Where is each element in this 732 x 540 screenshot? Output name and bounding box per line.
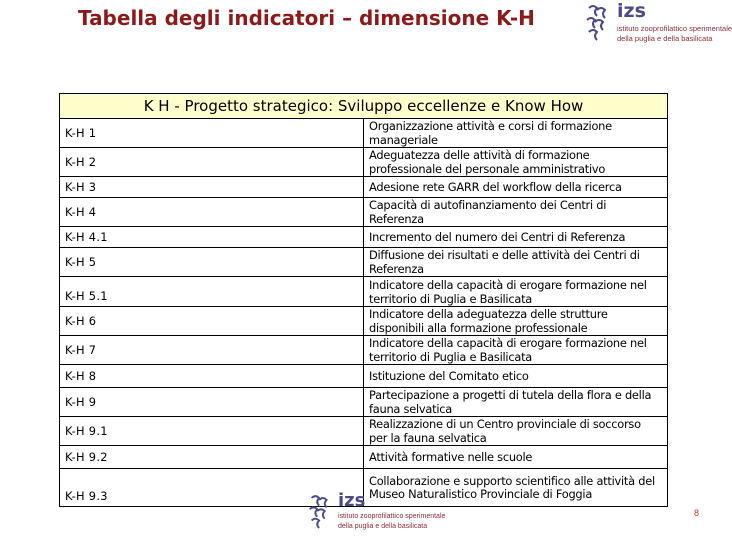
table-row xyxy=(60,446,668,469)
indicator-code: K-H 2 xyxy=(60,148,364,177)
indicator-description: Organizzazione attività e corsi di formazione manageriale xyxy=(364,119,668,148)
indicators-table xyxy=(59,93,668,507)
indicator-code: K-H 6 xyxy=(60,307,364,336)
indicator-description: Collaborazione e supporto scientifico alle attività del Museo Naturalistico Provinciale di Foggia xyxy=(364,469,668,507)
logo-subtitle-1: istituto zooprofilattico sperimentale xyxy=(338,513,446,520)
indicator-description: Diffusione dei risultati e delle attività dei Centri di Referenza xyxy=(364,248,668,277)
izs-logo-mark-icon xyxy=(583,2,615,46)
table-row xyxy=(60,119,668,148)
indicator-description: Indicatore della adeguatezza delle strutture disponibili alla formazione professionale xyxy=(364,307,668,336)
table-body xyxy=(60,119,668,507)
logo-subtitle-2: della puglia e della basilicata xyxy=(338,523,428,530)
page-title: Tabella degli indicatori – dimensione K-H xyxy=(78,6,535,30)
indicator-description: Indicatore della capacità di erogare formazione nel territorio di Puglia e Basilicata xyxy=(364,277,668,307)
logo-name: izs xyxy=(617,0,646,22)
indicator-code: K-H 4 xyxy=(60,198,364,227)
indicator-description: Incremento del numero dei Centri di Referenza xyxy=(364,227,668,248)
table-row xyxy=(60,336,668,365)
indicator-description: Indicatore della capacità di erogare formazione nel territorio di Puglia e Basilicata xyxy=(364,336,668,365)
table-row xyxy=(60,307,668,336)
indicator-code: K-H 5 xyxy=(60,248,364,277)
indicator-description: Adeguatezza delle attività di formazione professionale del personale amministrativo xyxy=(364,148,668,177)
izs-logo-mark-icon xyxy=(306,492,336,534)
logo-subtitle-2: della puglia e della basilicata xyxy=(617,34,713,43)
izs-logo-bottom xyxy=(306,492,451,538)
indicator-description: Attività formative nelle scuole xyxy=(364,446,668,469)
table-row xyxy=(60,417,668,446)
table-row xyxy=(60,388,668,417)
indicator-description: Partecipazione a progetti di tutela della flora e della fauna selvatica xyxy=(364,388,668,417)
indicator-code: K-H 9.3 xyxy=(60,469,364,507)
indicator-description: Realizzazione di un Centro provinciale di soccorso per la fauna selvatica xyxy=(364,417,668,446)
indicator-code: K-H 1 xyxy=(60,119,364,148)
indicator-description: Capacità di autofinanziamento dei Centri di Referenza xyxy=(364,198,668,227)
table-row xyxy=(60,248,668,277)
indicator-code: K-H 7 xyxy=(60,336,364,365)
table-row xyxy=(60,177,668,198)
page-number: 8 xyxy=(694,508,700,518)
izs-logo-top xyxy=(583,0,732,50)
indicator-code: K-H 5.1 xyxy=(60,277,364,307)
indicator-code: K-H 4.1 xyxy=(60,227,364,248)
table-row xyxy=(60,365,668,388)
table-header: K H - Progetto strategico: Sviluppo eccellenze e Know How xyxy=(60,94,668,119)
table-row xyxy=(60,227,668,248)
table-row xyxy=(60,198,668,227)
indicator-code: K-H 9 xyxy=(60,388,364,417)
table-row xyxy=(60,148,668,177)
logo-name: izs xyxy=(338,490,366,511)
indicator-code: K-H 9.2 xyxy=(60,446,364,469)
indicator-description: Adesione rete GARR del workflow della ricerca xyxy=(364,177,668,198)
indicator-code: K-H 8 xyxy=(60,365,364,388)
indicators-table-grid xyxy=(59,93,668,507)
table-row xyxy=(60,277,668,307)
indicator-code: K-H 3 xyxy=(60,177,364,198)
indicator-description: Istituzione del Comitato etico xyxy=(364,365,668,388)
indicator-code: K-H 9.1 xyxy=(60,417,364,446)
logo-subtitle-1: istituto zooprofilattico sperimentale xyxy=(617,24,732,33)
